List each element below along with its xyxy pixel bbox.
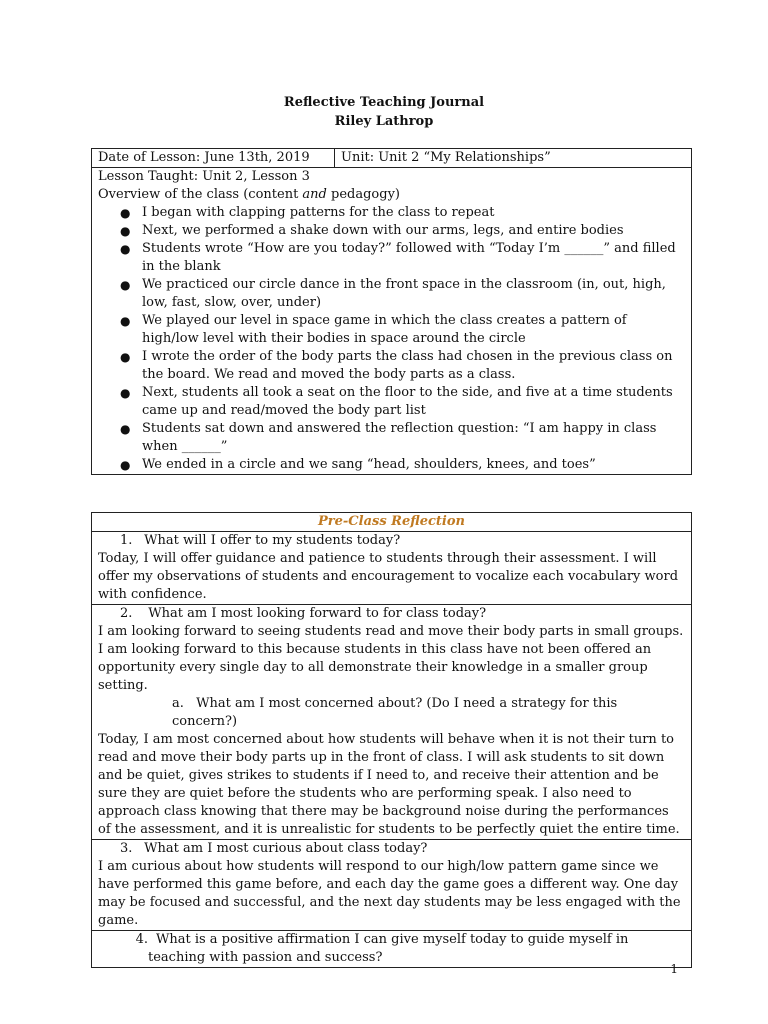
lesson-taught: Lesson Taught: Unit 2, Lesson 3 bbox=[98, 169, 310, 184]
lesson-details bbox=[92, 168, 692, 475]
answer-1: Today, I will offer guidance and patience to students through their assessment. I will offer my observations of students and encouragement to vocalize each vocabulary word with confidence. bbox=[98, 551, 679, 602]
question-3: 3. What am I most curious about class today? bbox=[120, 841, 428, 856]
list-item: ● Students sat down and answered the reflection question: “I am happy in class when ______” bbox=[120, 420, 685, 456]
question-block-2 bbox=[92, 605, 692, 840]
question-block-3 bbox=[92, 840, 692, 931]
pre-class-heading: Pre-Class Reflection bbox=[92, 513, 692, 532]
lesson-table bbox=[91, 148, 692, 475]
pre-class-table bbox=[91, 512, 692, 968]
answer-3: I am curious about how students will respond to our high/low pattern game since we have performed this game before, and each day the game goes a different way. One day may be focused and successful, and the next day students may be less engaged with the game. bbox=[98, 859, 681, 928]
answer-2: I am looking forward to seeing students read and move their body parts in small groups. I am looking forward to this because students in this class have not been offered an opportunity every single day to all demonstrate their knowledge in a smaller group setting. bbox=[98, 624, 684, 693]
list-item: ● We played our level in space game in which the class creates a pattern of high/low level with their bodies in space around the circle bbox=[120, 312, 685, 348]
list-item: ● Next, we performed a shake down with our arms, legs, and entire bodies bbox=[120, 222, 685, 240]
lesson-date: Date of Lesson: June 13th, 2019 bbox=[92, 149, 335, 168]
list-item: ● Students wrote “How are you today?” followed with “Today I’m ______” and filled in the blank bbox=[120, 240, 685, 276]
journal-title: Reflective Teaching Journal bbox=[283, 95, 485, 110]
lesson-unit: Unit: Unit 2 “My Relationships” bbox=[335, 149, 692, 168]
list-item: ● I began with clapping patterns for the class to repeat bbox=[120, 204, 685, 222]
question-4: 4. What is a positive affirmation I can give myself today to guide myself in teaching with passion and success? bbox=[135, 932, 629, 965]
page-number: 1 bbox=[670, 962, 678, 976]
overview-heading: Overview of the class (content and pedagogy) bbox=[98, 187, 400, 202]
question-block-4 bbox=[92, 931, 692, 968]
list-item: ● Next, students all took a seat on the floor to the side, and five at a time students came up and read/moved the body part list bbox=[120, 384, 685, 420]
list-item: ● We ended in a circle and we sang “head, shoulders, knees, and toes” bbox=[120, 456, 685, 474]
question-1: 1. What will I offer to my students today? bbox=[120, 533, 401, 548]
question-block-1 bbox=[92, 532, 692, 605]
overview-list bbox=[98, 204, 685, 474]
question-2a: a. What am I most concerned about? (Do I need a strategy for this concern?) bbox=[172, 696, 618, 729]
list-item: ● We practiced our circle dance in the front space in the classroom (in, out, high, low, fast, slow, over, under) bbox=[120, 276, 685, 312]
list-item: ● I wrote the order of the body parts the class had chosen in the previous class on the board. We read and moved the body parts as a class. bbox=[120, 348, 685, 384]
question-2: 2. What am I most looking forward to for class today? bbox=[120, 606, 487, 621]
answer-2a: Today, I am most concerned about how students will behave when it is not their turn to read and move their body parts up in the front of class. I will ask students to sit down and be quiet, gives strikes to students if I need to, and receive their attention and be sure they are quiet before the students who are performing speak. I also need to approach class knowing that there may be background noise during the performances of the assessment, and it is unrealistic for students to be perfectly quiet the entire time. bbox=[98, 732, 680, 837]
author-name: Riley Lathrop bbox=[334, 114, 434, 129]
